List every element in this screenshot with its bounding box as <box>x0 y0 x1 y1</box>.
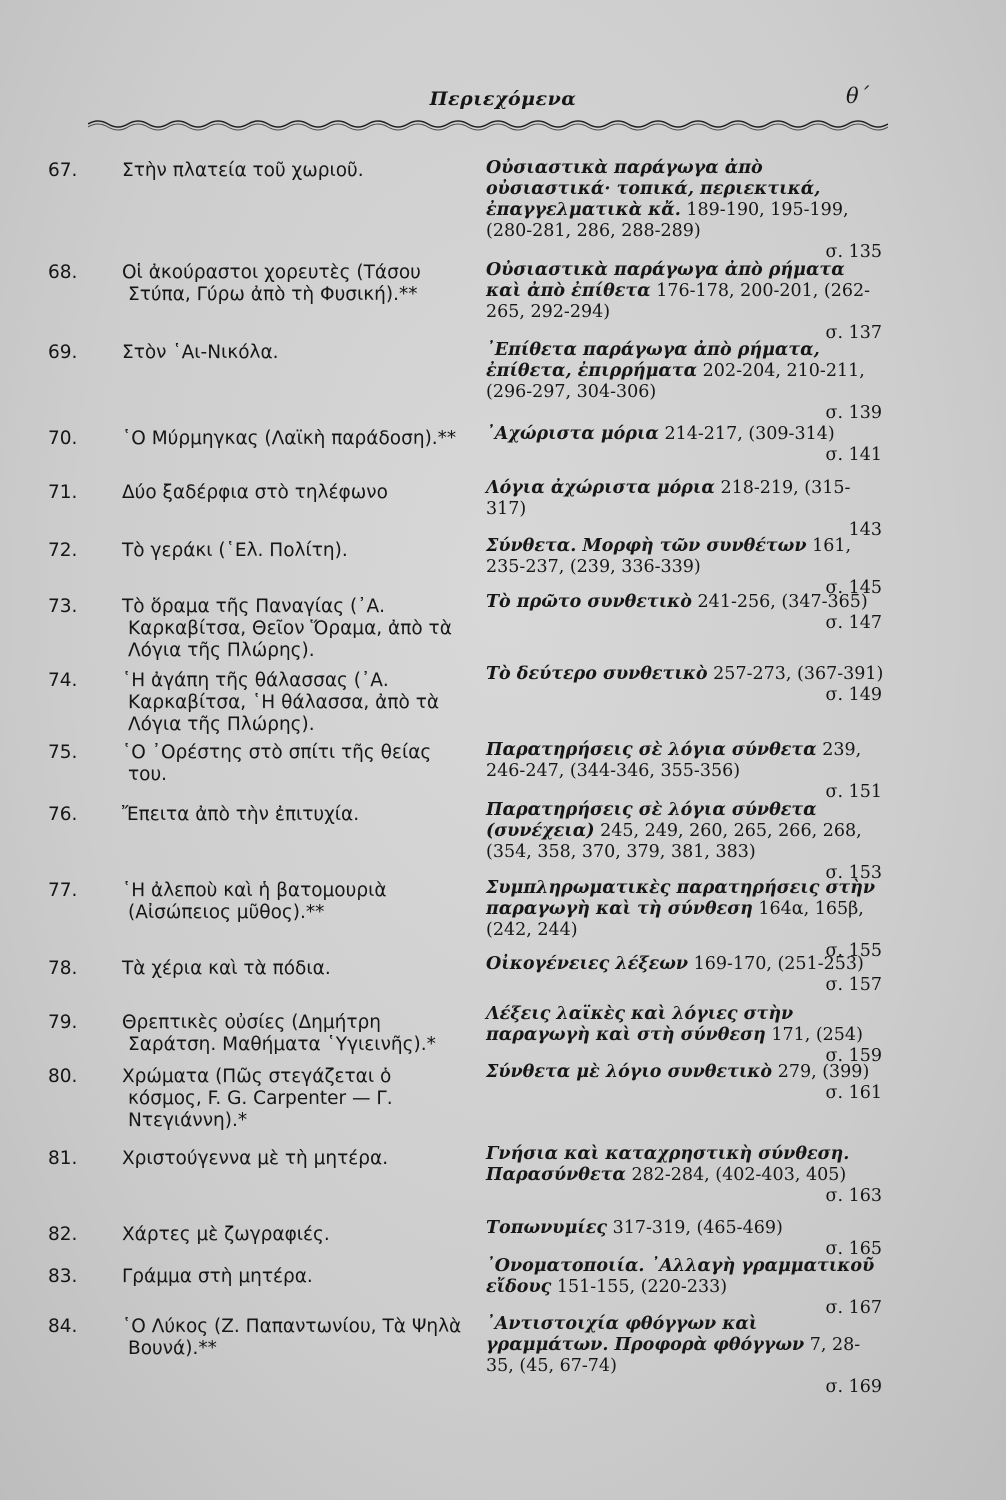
grammar-topic-12: Λέξεις λαϊκὲς καὶ λόγιες στὴν παραγωγὴ καὶ στὴ σύνθεση 171, (254) σ. 159 <box>486 1004 882 1066</box>
toc-entry-78: 78. Τὰ χέρια καὶ τὰ πόδια. <box>48 958 331 979</box>
toc-entry-84: 84. ῾Ο Λύκος (Ζ. Παπαντωνίου, Τὰ Ψηλὰ Βουνά).** <box>48 1316 462 1359</box>
toc-entry-70: 70. ῾Ο Μύρμηγκας (Λαϊκὴ παράδοση).** <box>48 428 457 449</box>
page-header-title: Περιεχόμενα <box>429 88 577 110</box>
toc-entry-82: 82. Χάρτες μὲ ζωγραφιές. <box>48 1224 330 1245</box>
toc-entry-74: 74. ῾Η ἀγάπη τῆς θάλασσας (᾿Α. Καρκαβίτσα, ῾Η θάλασσα, ἀπὸ τὰ Λόγια τῆς Πλώρης). <box>48 670 440 735</box>
toc-entry-81: 81. Χριστούγεννα μὲ τὴ μητέρα. <box>48 1148 389 1169</box>
grammar-topic-1: Οὐσιαστικὰ παράγωγα ἀπὸ ρήματα καὶ ἀπὸ ἐπίθετα 176-178, 200-201, (262-265, 292-294) σ. 137 <box>486 260 882 343</box>
toc-entry-80: 80. Χρώματα (Πῶς στεγάζεται ὁ κόσμος, F. G. Carpenter — Γ. Ντεγιάννη).* <box>48 1066 393 1131</box>
toc-entry-75: 75. ῾Ο ᾿Ορέστης στὸ σπίτι τῆς θείας του. <box>48 742 432 785</box>
toc-entry-73: 73. Τὸ ὅραμα τῆς Παναγίας (᾿Α. Καρκαβίτσα, Θεῖον Ὅραμα, ἀπὸ τὰ Λόγια τῆς Πλώρης). <box>48 596 452 661</box>
grammar-topic-16: ᾿Ονοματοποιία. ᾿Αλλαγὴ γραμματικοῦ εἴδους 151-155, (220-233) σ. 167 <box>486 1256 882 1318</box>
toc-entry-77: 77. ῾Η ἀλεποὺ καὶ ἡ βατομουριὰ (Αἰσώπειος μῦθος).** <box>48 880 387 923</box>
decorative-wavy-rule <box>88 112 888 134</box>
toc-entry-69: 69. Στὸν ῾Αι-Νικόλα. <box>48 342 279 363</box>
grammar-topic-11: Οἰκογένειες λέξεων 169-170, (251-253) σ. 157 <box>486 954 882 995</box>
toc-entry-79: 79. Θρεπτικὲς οὐσίες (Δημήτρη Σαράτση. Μαθήματα ῾Υγιεινῆς).* <box>48 1012 436 1055</box>
toc-entry-83: 83. Γράμμα στὴ μητέρα. <box>48 1266 313 1287</box>
grammar-topic-15: Τοπωνυμίες 317-319, (465-469) σ. 165 <box>486 1218 882 1259</box>
grammar-topic-0: Οὐσιαστικὰ παράγωγα ἀπὸ οὐσιαστικά· τοπικά, περιεκτικά, ἐπαγγελματικὰ κἄ. 189-190, 195-199, (280-281, 286, 288-289) σ. 135 <box>486 158 882 262</box>
grammar-topic-5: Σύνθετα. Μορφὴ τῶν συνθέτων 161, 235-237, (239, 336-339) σ. 145 <box>486 536 882 598</box>
grammar-topic-8: Παρατηρήσεις σὲ λόγια σύνθετα 239, 246-247, (344-346, 355-356) σ. 151 <box>486 740 882 802</box>
grammar-topic-3: ᾿Αχώριστα μόρια 214-217, (309-314) σ. 141 <box>486 424 882 465</box>
grammar-topic-14: Γνήσια καὶ καταχρηστικὴ σύνθεση. Παρασύνθετα 282-284, (402-403, 405) σ. 163 <box>486 1144 882 1206</box>
toc-entry-67: 67. Στὴν πλατεία τοῦ χωριοῦ. <box>48 160 364 181</box>
grammar-topic-7: Τὸ δεύτερο συνθετικὸ 257-273, (367-391) σ. 149 <box>486 664 884 705</box>
toc-entry-71: 71. Δύο ξαδέρφια στὸ τηλέφωνο <box>48 482 388 503</box>
grammar-topic-9: Παρατηρήσεις σὲ λόγια σύνθετα (συνέχεια) 245, 249, 260, 265, 266, 268, (354, 358, 370, 379, 381, 383) σ. 153 <box>486 800 882 883</box>
grammar-topic-10: Συμπληρωματικὲς παρατηρήσεις στὴν παραγωγὴ καὶ τὴ σύνθεση 164α, 165β, (242, 244) σ. 155 <box>486 878 882 961</box>
page-number: θ΄ <box>846 84 870 108</box>
grammar-topic-17: ᾿Αντιστοιχία φθόγγων καὶ γραμμάτων. Προφορὰ φθόγγων 7, 28-35, (45, 67-74) σ. 169 <box>486 1314 882 1397</box>
toc-entry-72: 72. Τὸ γεράκι (῾Ελ. Πολίτη). <box>48 540 348 561</box>
grammar-topic-6: Τὸ πρῶτο συνθετικὸ 241-256, (347-365) σ. 147 <box>486 592 882 633</box>
toc-entry-68: 68. Οἱ ἀκούραστοι χορευτὲς (Τάσου Στύπα, Γύρω ἀπὸ τὴ Φυσική).** <box>48 262 421 305</box>
grammar-topic-13: Σύνθετα μὲ λόγιο συνθετικὸ 279, (399) σ. 161 <box>486 1062 882 1103</box>
toc-entry-76: 76. Ἔπειτα ἀπὸ τὴν ἐπιτυχία. <box>48 804 360 825</box>
grammar-topic-2: ᾿Επίθετα παράγωγα ἀπὸ ρήματα, ἐπίθετα, ἐπιρρήματα 202-204, 210-211, (296-297, 304-306) σ. 139 <box>486 340 882 423</box>
grammar-topic-4: Λόγια ἀχώριστα μόρια 218-219, (315-317) 143 <box>486 478 882 540</box>
